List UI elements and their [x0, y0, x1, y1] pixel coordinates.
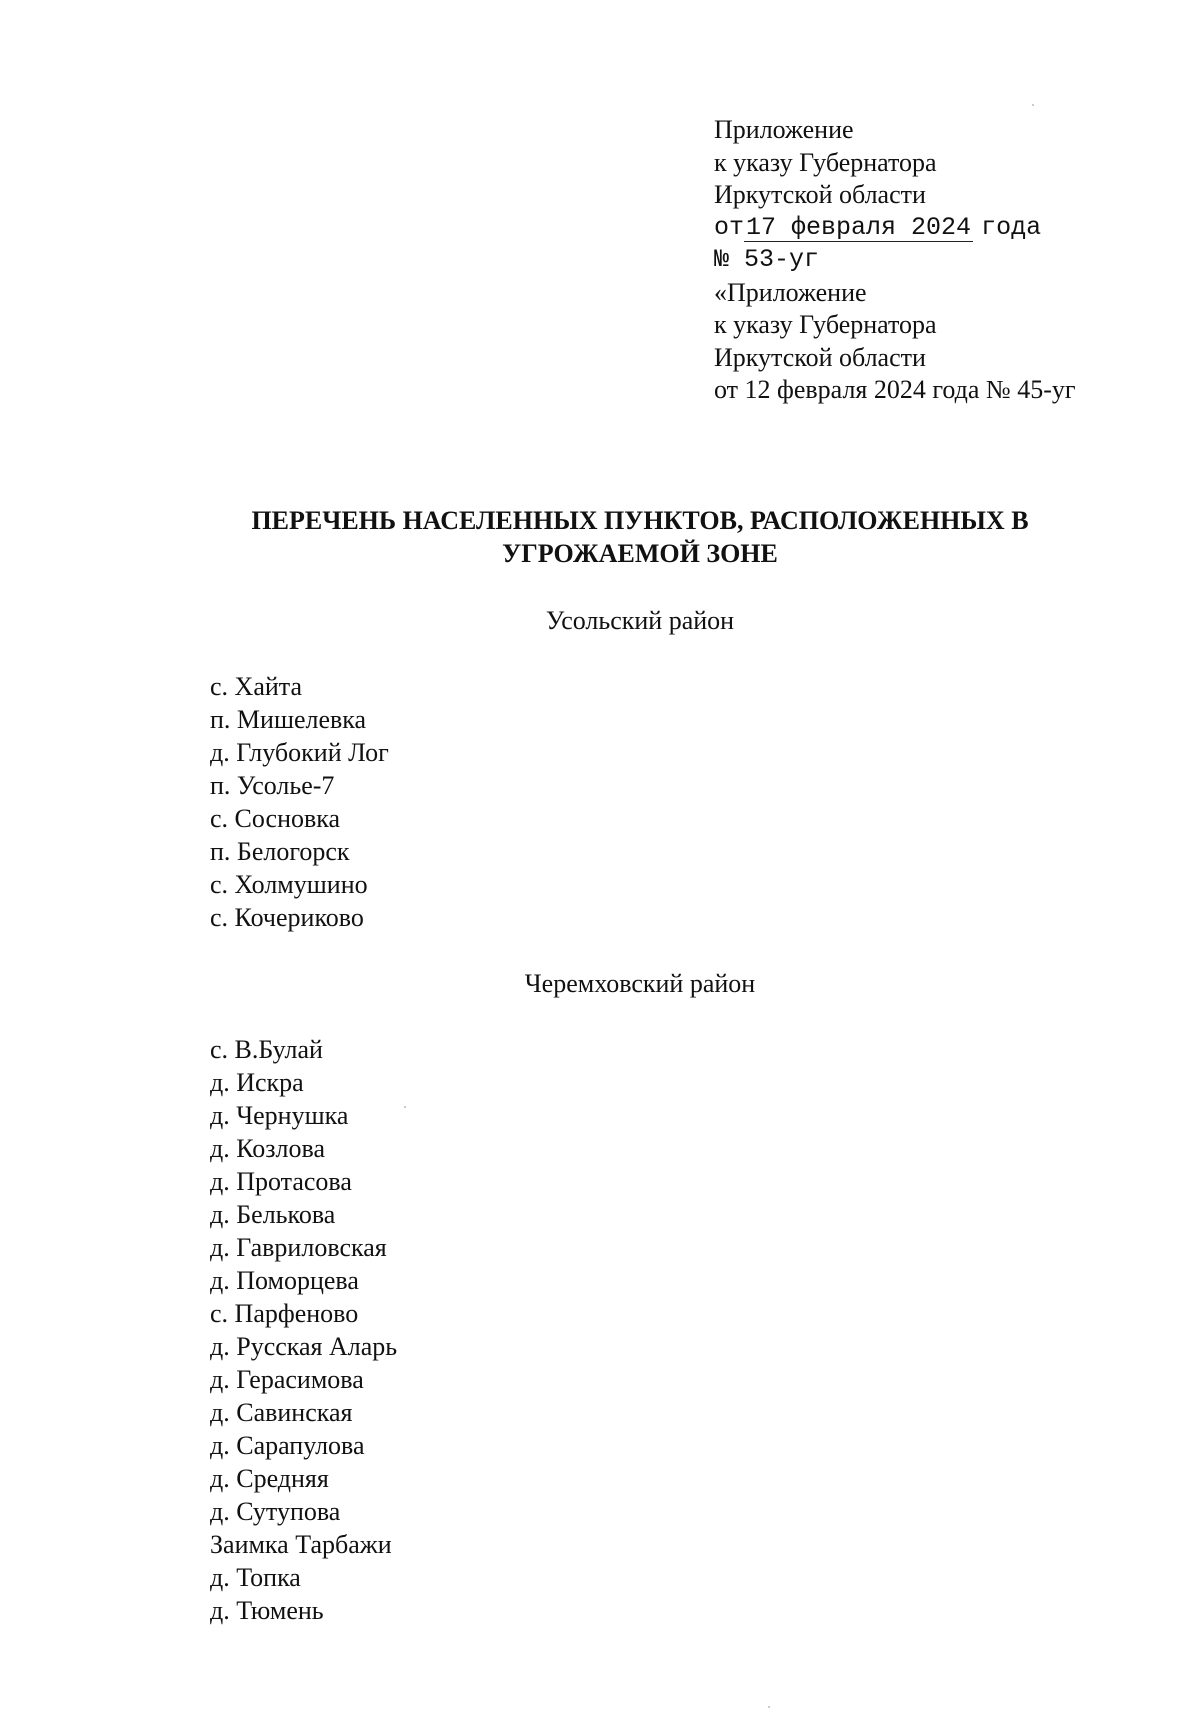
appendix-decree-ref: к указу Губернатора: [714, 147, 937, 177]
appendix-date-line: [714, 212, 1174, 245]
list-item: с. Холмушино: [210, 870, 368, 899]
district-heading-cheremkhovsky: Черемховский район: [524, 969, 756, 998]
list-item: с. В.Булай: [210, 1035, 323, 1064]
list-item: д. Сарапулова: [210, 1431, 365, 1460]
list-item: д. Герасимова: [210, 1365, 364, 1394]
list-item: д. Русская Аларь: [210, 1332, 398, 1361]
list-item: д. Искра: [210, 1068, 304, 1097]
date-suffix: года: [981, 212, 1042, 242]
list-item: Заимка Тарбажи: [210, 1530, 392, 1559]
list-item: д. Савинская: [210, 1398, 353, 1427]
decree-number: № 53-уг: [714, 245, 820, 274]
settlement-list-usolsky: [210, 670, 389, 934]
list-item: д. Протасова: [210, 1167, 352, 1196]
list-item: д. Чернушка: [210, 1101, 349, 1130]
list-item: д. Глубокий Лог: [210, 738, 389, 767]
appendix-header: [714, 114, 1174, 407]
document-title: [200, 504, 1080, 570]
district-heading-usolsky: Усольский район: [545, 606, 735, 635]
quoted-decree-ref: к указу Губернатора: [714, 310, 937, 339]
quoted-appendix-label: «Приложение: [714, 277, 867, 307]
list-item: д. Топка: [210, 1563, 301, 1592]
list-item: д. Козлова: [210, 1134, 325, 1163]
list-item: с. Сосновка: [210, 804, 341, 833]
date-value: 17 февраля 2024: [746, 212, 972, 242]
quoted-region: Иркутской области: [714, 342, 926, 372]
appendix-region: Иркутской области: [714, 180, 926, 209]
list-item: д. Тюмень: [210, 1596, 324, 1625]
quoted-date-number: от 12 февраля 2024 года № 45-уг: [714, 375, 1076, 404]
appendix-label: Приложение: [714, 115, 854, 144]
title-line-2: УГРОЖАЕМОЙ ЗОНЕ: [502, 539, 778, 568]
list-item: д. Белькова: [210, 1200, 336, 1229]
scan-speck: [1032, 104, 1034, 106]
scan-speck: [768, 1706, 770, 1708]
list-item: д. Поморцева: [210, 1266, 359, 1295]
list-item: д. Сутупова: [210, 1497, 341, 1526]
list-item: п. Мишелевка: [210, 705, 367, 734]
list-item: п. Белогорск: [210, 837, 350, 866]
settlement-list-cheremkhovsky: [210, 1033, 397, 1627]
date-prefix: от: [714, 212, 745, 242]
list-item: с. Кочериково: [210, 903, 364, 932]
list-item: д. Средняя: [210, 1464, 329, 1493]
list-item: д. Гавриловская: [210, 1233, 387, 1262]
list-item: с. Парфеново: [210, 1299, 359, 1328]
scan-speck: [404, 1106, 406, 1108]
title-line-1: ПЕРЕЧЕНЬ НАСЕЛЕННЫХ ПУНКТОВ, РАСПОЛОЖЕННЫХ В: [251, 506, 1029, 535]
list-item: с. Хайта: [210, 672, 302, 701]
list-item: п. Усолье-7: [210, 771, 335, 800]
